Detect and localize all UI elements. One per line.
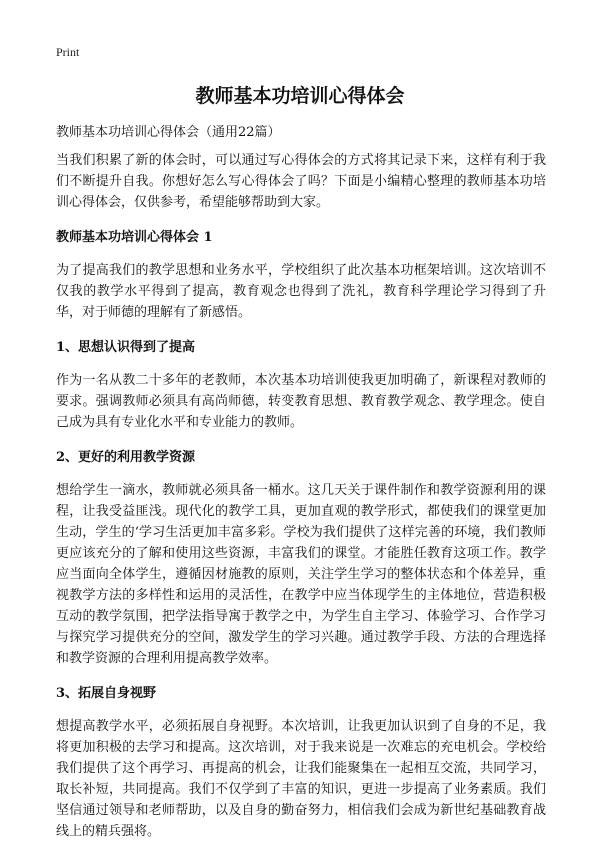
point-heading-thinking: 1、思想认识得到了提高 [56, 340, 196, 355]
point-paragraph-thinking: 作为一名从教二十多年的老教师，本次基本功培训使我更加明确了，新课程对教师的要求。强调教师必须具有高尚师德，转变教育思想、教育教学观念、教学理念。使自己成为具有专业化水平和专业能力的教师。 [56, 373, 546, 430]
section-heading: 教师基本功培训心得体会 1 [56, 230, 213, 245]
point-paragraph-resources: 想给学生一滴水，教师就必须具备一桶水。这几天关于课件制作和教学资源利用的课程，让我受益匪浅。现代化的教学工具，更加直观的教学形式，都使我们的课堂更加生动，学生的‘学习生活更加丰富多彩。学校为我们提供了这样完善的环境，我们教师更应该充分的了解和使用这些资源，丰富我们的课堂。才能胜任教育这项工作。教学应当面向全体学生，遵循因材施教的原则，关注学生学习的整体状态和个体差异，重视教学方法的多样性和运用的灵活性，在教学中应当体现学生的主体地位，营造积极互动的教学氛围，把学法指导寓于教学之中，为学生自主学习、体验学习、合作学习与探究学习提供充分的空间，激发学生的学习兴趣。通过教学手段、方法的合理选择和教学资源的合理利用提高教学效率。 [56, 483, 546, 666]
point-heading-resources: 2、更好的利用教学资源 [56, 450, 196, 465]
point-heading-vision: 3、拓展自身视野 [56, 686, 157, 701]
print-link[interactable]: Print [56, 45, 80, 59]
section-paragraph: 为了提高我们的教学思想和业务水平，学校组织了此次基本功框架培训。这次培训不仅我的教学水平得到了提高，教育观念也得到了洗礼，教育科学理论学习得到了升华，对于师德的理解有了新感悟。 [56, 263, 546, 320]
intro-paragraph: 当我们积累了新的体会时，可以通过写心得体会的方式将其记录下来，这样有利于我们不断提升自我。你想好怎么写心得体会了吗？下面是小编精心整理的教师基本功培训心得体会，仅供参考，希望能够帮助到大家。 [56, 153, 546, 210]
point-paragraph-vision: 想提高教学水平，必须拓展自身视野。本次培训，让我更加认识到了自身的不足，我将更加积极的去学习和提高。这次培训，对于我来说是一次难忘的充电机会。学校给我们提供了这个再学习、再提高的机会，让我们能聚集在一起相互交流，共同学习，取长补短，共同提高。我们不仅学到了丰富的知识，更进一步提高了业务素质。我们坚信通过领导和老师帮助，以及自身的勤奋努力，相信我们会成为新世纪基础教育战线上的精兵强将。 [56, 719, 546, 839]
page-title: 教师基本功培训心得体会 [195, 85, 405, 107]
document-subtitle: 教师基本功培训心得体会（通用22篇） [56, 125, 281, 140]
document-body [56, 150, 546, 856]
